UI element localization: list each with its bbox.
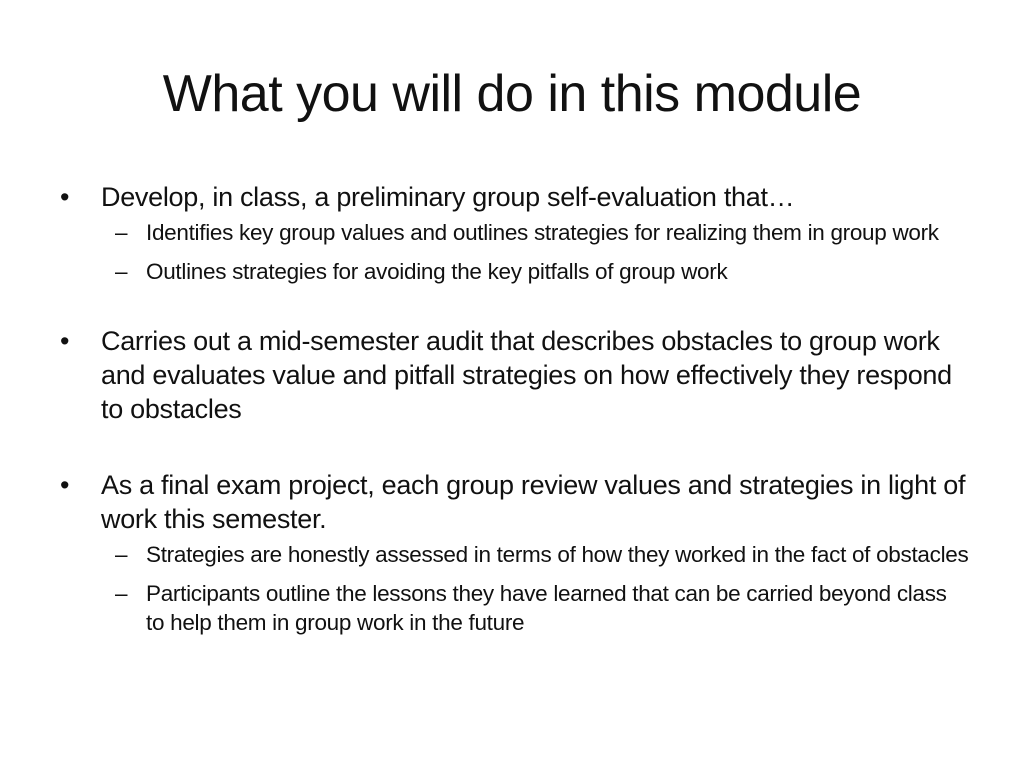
bullet-group-2 <box>60 324 970 426</box>
sub-bullet-item <box>60 579 970 637</box>
sub-bullet-item <box>60 540 970 569</box>
sub-bullet-marker: – <box>115 220 128 245</box>
sub-bullet-item <box>60 218 970 247</box>
sub-bullet-text: Participants outline the lessons they have learned that can be carried beyond class to help them in group work in the future <box>146 581 947 635</box>
sub-bullet-list <box>60 218 970 286</box>
bullet-text: Develop, in class, a preliminary group self-evaluation that… <box>101 182 795 212</box>
bullet-group-3 <box>60 468 970 637</box>
bullet-text: As a final exam project, each group review values and strategies in light of work this semester. <box>101 470 966 534</box>
sub-bullet-marker: – <box>115 259 128 284</box>
sub-bullet-marker: – <box>115 542 128 567</box>
bullet-text: Carries out a mid-semester audit that describes obstacles to group work and evaluates value and pitfall strategies on how effectively they respond to obstacles <box>101 326 952 424</box>
bullet-item <box>60 324 970 426</box>
slide-title: What you will do in this module <box>162 65 862 123</box>
bullet-item <box>60 180 970 214</box>
sub-bullet-text: Identifies key group values and outlines strategies for realizing them in group work <box>146 220 939 245</box>
sub-bullet-text: Strategies are honestly assessed in terms of how they worked in the fact of obstacles <box>146 542 969 567</box>
bullet-marker: • <box>60 326 70 356</box>
sub-bullet-item <box>60 257 970 286</box>
sub-bullet-list <box>60 540 970 637</box>
bullet-item <box>60 468 970 536</box>
sub-bullet-text: Outlines strategies for avoiding the key pitfalls of group work <box>146 259 728 284</box>
bullet-group-1 <box>60 180 970 286</box>
bullet-marker: • <box>60 182 70 212</box>
bullet-list <box>60 180 970 647</box>
sub-bullet-marker: – <box>115 581 128 606</box>
bullet-marker: • <box>60 470 70 500</box>
